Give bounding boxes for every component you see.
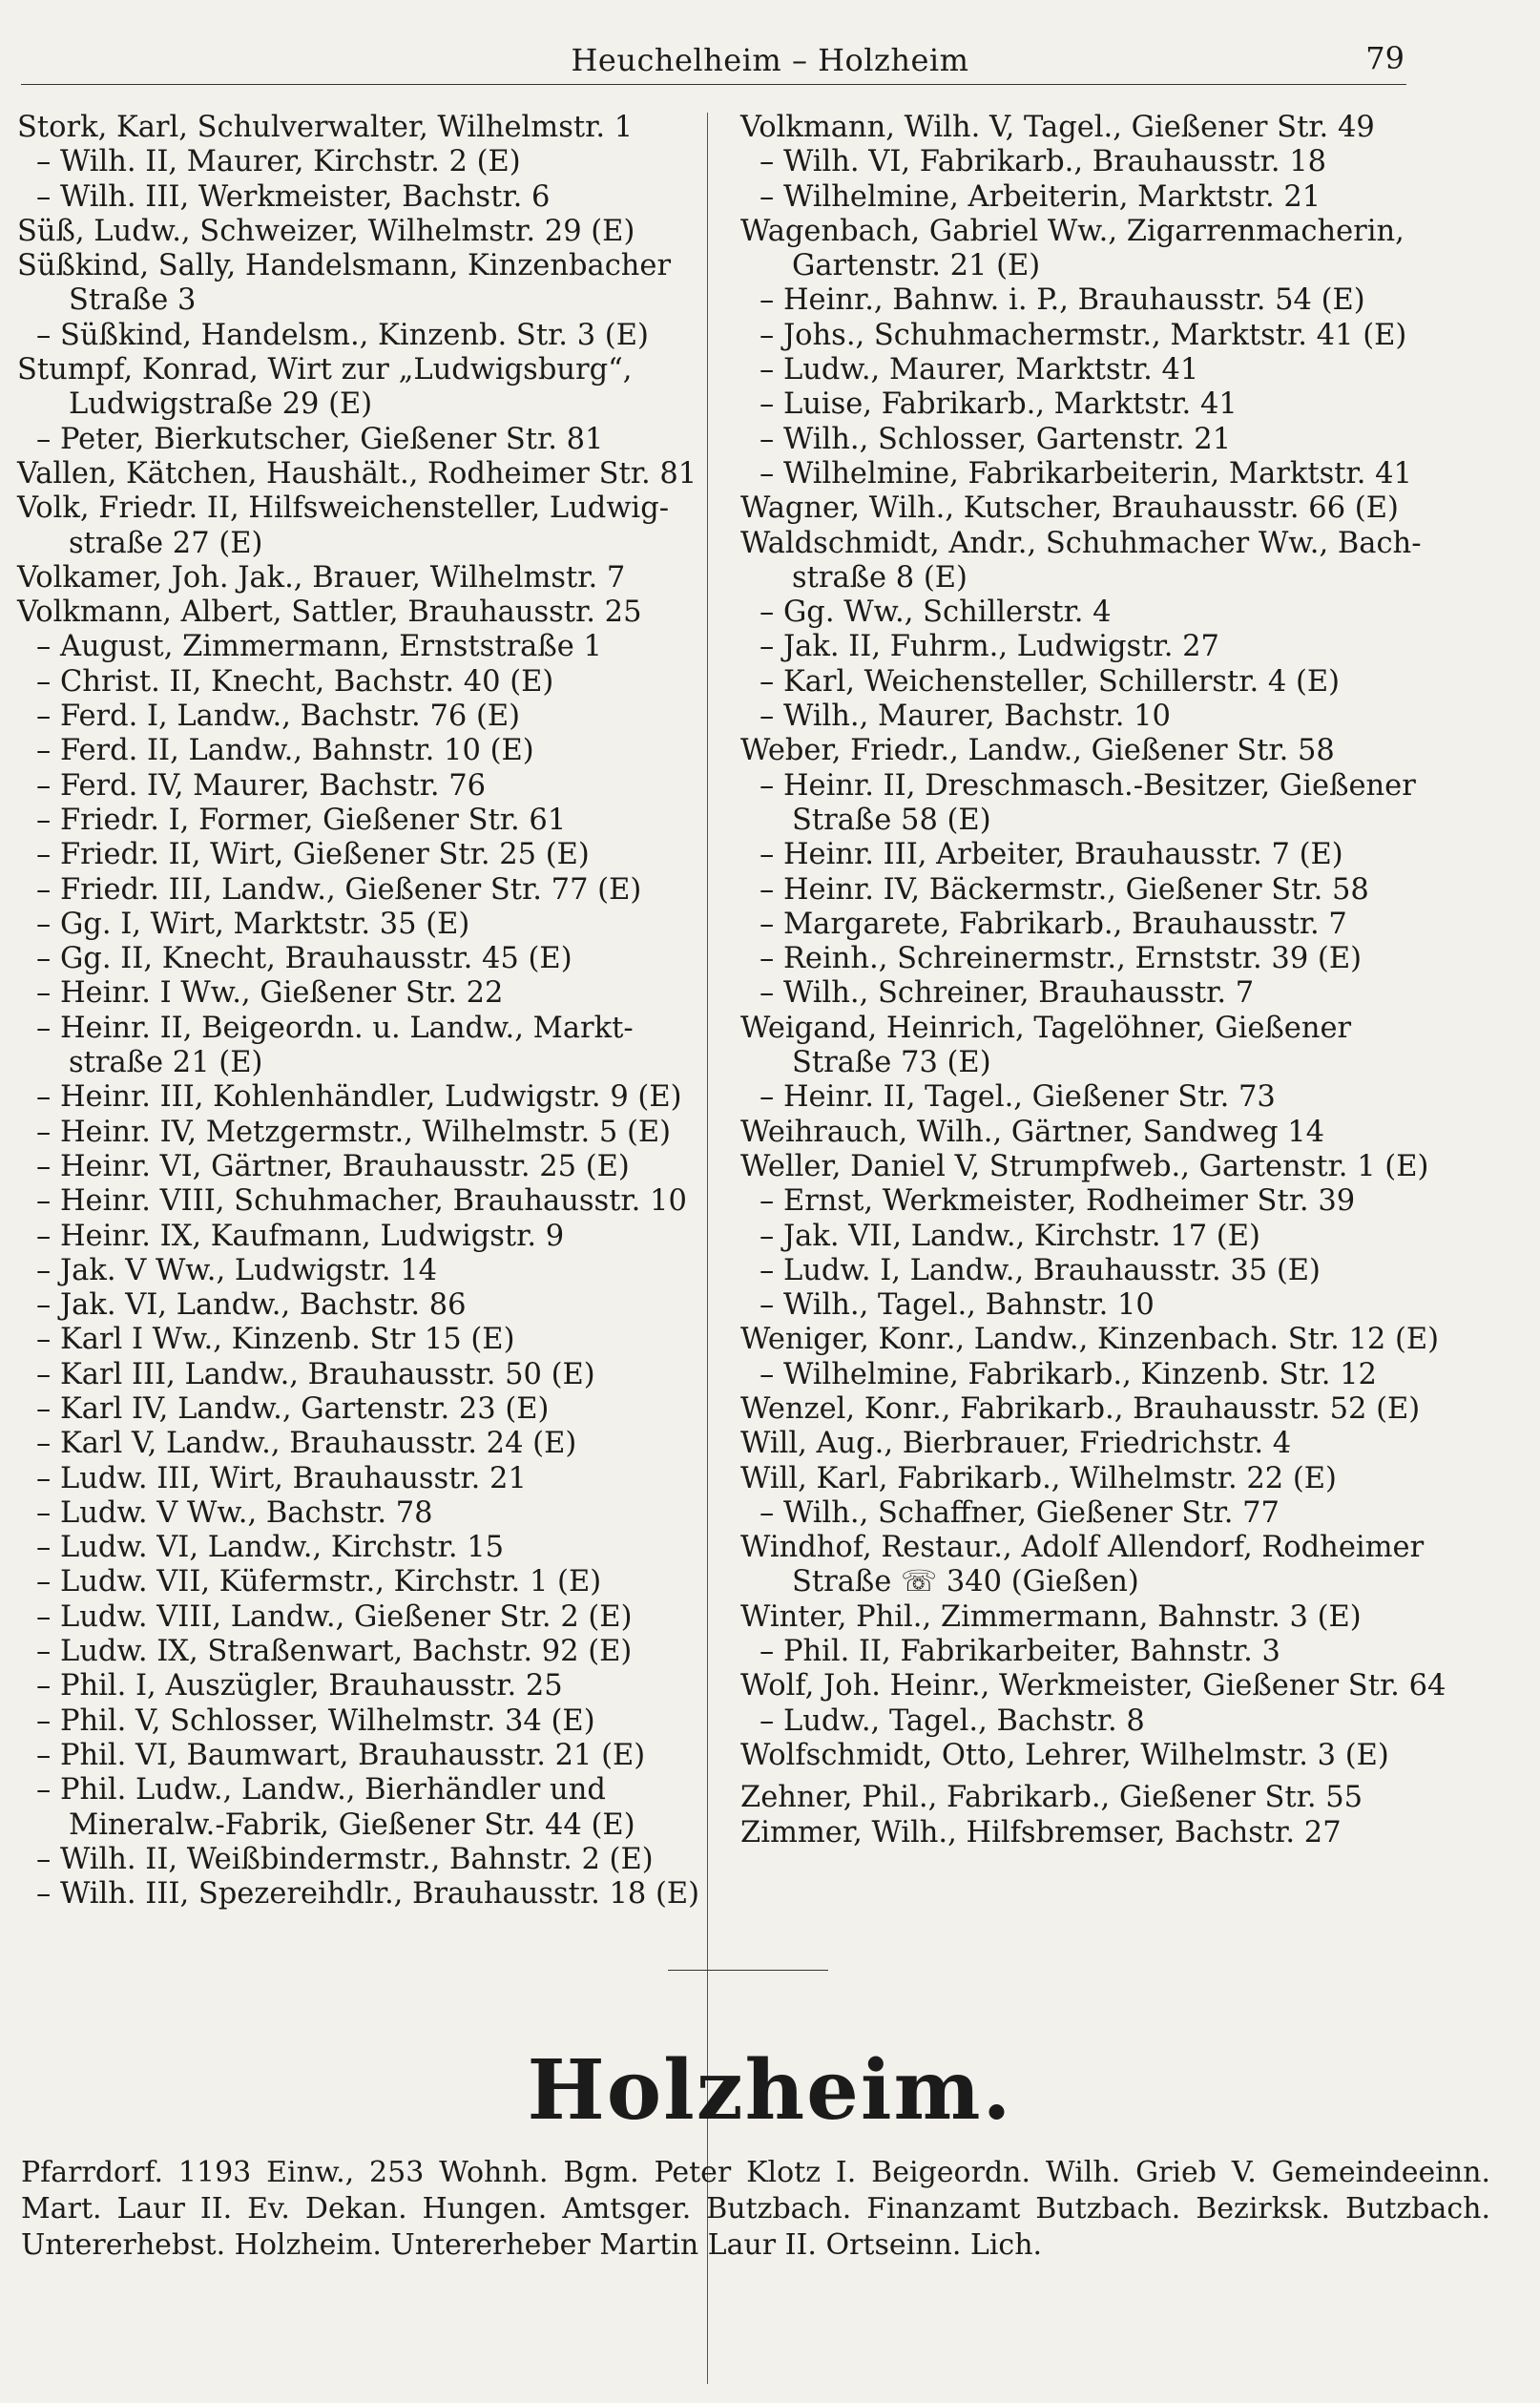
directory-entry-line: – Gg. I, Wirt, Marktstr. 35 (E) xyxy=(36,907,470,941)
header-rule xyxy=(21,84,1406,85)
directory-entry-line: – Heinr. IX, Kaufmann, Ludwigstr. 9 xyxy=(36,1219,565,1253)
directory-entry-line: Weller, Daniel V, Strumpfweb., Gartenstr. 1 (E) xyxy=(740,1149,1429,1183)
directory-entry-line: – Margarete, Fabrikarb., Brauhausstr. 7 xyxy=(760,907,1347,941)
directory-entry-line: – Karl III, Landw., Brauhausstr. 50 (E) xyxy=(36,1357,595,1391)
directory-entry-line: Zehner, Phil., Fabrikarb., Gießener Str. 55 xyxy=(740,1781,1363,1815)
directory-entry-line: – Reinh., Schreinermstr., Ernststr. 39 (E) xyxy=(760,942,1362,976)
directory-entry-line: – Phil. VI, Baumwart, Brauhausstr. 21 (E) xyxy=(36,1738,646,1772)
directory-entry-line: – Wilh. III, Werkmeister, Bachstr. 6 xyxy=(36,179,551,214)
directory-entry-line: – Gg. Ww., Schillerstr. 4 xyxy=(760,596,1112,630)
directory-entry-line: – Friedr. I, Former, Gießener Str. 61 xyxy=(36,803,567,837)
directory-entry-line: – Heinr. IV, Bäckermstr., Gießener Str. 58 xyxy=(760,872,1369,907)
directory-entry-line: – Ludw. VII, Küfermstr., Kirchstr. 1 (E) xyxy=(36,1565,602,1599)
directory-entry-line: Straße 73 (E) xyxy=(792,1046,991,1080)
directory-entry-line: – Jak. VI, Landw., Bachstr. 86 xyxy=(36,1288,467,1323)
directory-entry-line: – Ludw. I, Landw., Brauhausstr. 35 (E) xyxy=(760,1253,1321,1287)
directory-entry-line: – Ferd. I, Landw., Bachstr. 76 (E) xyxy=(36,700,521,734)
directory-column-left xyxy=(17,111,706,1912)
directory-entry-line: – Karl V, Landw., Brauhausstr. 24 (E) xyxy=(36,1427,577,1461)
directory-entry-line: Windhof, Restaur., Adolf Allendorf, Rodheimer xyxy=(740,1531,1425,1565)
directory-entry-line: Weniger, Konr., Landw., Kinzenbach. Str. 12 (E) xyxy=(740,1323,1440,1357)
directory-entry-line: Will, Karl, Fabrikarb., Wilhelmstr. 22 (E) xyxy=(740,1461,1337,1495)
directory-entry-line: – Friedr. III, Landw., Gießener Str. 77 (E) xyxy=(36,872,642,907)
directory-entry-line: – Phil. Ludw., Landw., Bierhändler und xyxy=(36,1773,606,1807)
directory-entry-line: – Christ. II, Knecht, Bachstr. 40 (E) xyxy=(36,664,554,699)
directory-entry-line: straße 27 (E) xyxy=(69,526,263,560)
directory-entry-line: – Jak. VII, Landw., Kirchstr. 17 (E) xyxy=(760,1219,1260,1253)
directory-entry-line: – Ludw., Maurer, Marktstr. 41 xyxy=(760,353,1199,387)
directory-entry-line: – Wilhelmine, Arbeiterin, Marktstr. 21 xyxy=(760,179,1321,214)
directory-entry-line: – Ferd. II, Landw., Bahnstr. 10 (E) xyxy=(36,734,534,768)
directory-entry-line: Süßkind, Sally, Handelsmann, Kinzenbacher xyxy=(17,249,672,283)
directory-entry-line: – Heinr. III, Arbeiter, Brauhausstr. 7 (E) xyxy=(760,838,1343,872)
directory-entry-line: Volkmann, Wilh. V, Tagel., Gießener Str. 49 xyxy=(740,111,1375,144)
directory-entry-line: – Ludw. VI, Landw., Kirchstr. 15 xyxy=(36,1531,505,1565)
section-title: Holzheim. xyxy=(527,2042,1013,2139)
directory-entry-line: Weihrauch, Wilh., Gärtner, Sandweg 14 xyxy=(740,1115,1325,1149)
directory-entry-line: – Jak. V Ww., Ludwigstr. 14 xyxy=(36,1253,438,1287)
directory-entry-line: Vallen, Kätchen, Haushält., Rodheimer Str. 81 xyxy=(17,456,697,491)
directory-entry-line: – Gg. II, Knecht, Brauhausstr. 45 (E) xyxy=(36,942,572,976)
directory-entry-line: – Friedr. II, Wirt, Gießener Str. 25 (E) xyxy=(36,838,590,872)
directory-entry-line: straße 21 (E) xyxy=(69,1046,263,1080)
directory-entry-line: – Phil. II, Fabrikarbeiter, Bahnstr. 3 xyxy=(760,1635,1280,1669)
directory-entry-line: Weber, Friedr., Landw., Gießener Str. 58 xyxy=(740,734,1335,768)
directory-entry-line: – Ludw. IX, Straßenwart, Bachstr. 92 (E) xyxy=(36,1635,633,1669)
directory-entry-line: – Ernst, Werkmeister, Rodheimer Str. 39 xyxy=(760,1184,1356,1219)
directory-entry-line: – Heinr., Bahnw. i. P., Brauhausstr. 54 (E) xyxy=(760,283,1365,318)
directory-entry-line: Ludwigstraße 29 (E) xyxy=(69,387,373,422)
directory-entry-line: – Heinr. VI, Gärtner, Brauhausstr. 25 (E) xyxy=(36,1149,630,1183)
directory-entry-line: Mineralw.-Fabrik, Gießener Str. 44 (E) xyxy=(69,1807,635,1842)
directory-entry-line: – Wilhelmine, Fabrikarbeiterin, Marktstr. 41 xyxy=(760,456,1412,491)
directory-entry-line: – Wilh. III, Spezereihdlr., Brauhausstr. 18 (E) xyxy=(36,1877,700,1912)
directory-entry-line: Wolfschmidt, Otto, Lehrer, Wilhelmstr. 3 (E) xyxy=(740,1738,1389,1772)
running-title: Heuchelheim – Holzheim xyxy=(571,42,969,78)
directory-entry-line: – Ferd. IV, Maurer, Bachstr. 76 xyxy=(36,768,487,803)
directory-entry-line: – Heinr. I Ww., Gießener Str. 22 xyxy=(36,976,504,1011)
directory-entry-line: Straße ☏ 340 (Gießen) xyxy=(792,1565,1139,1599)
directory-entry-line: straße 8 (E) xyxy=(792,560,968,595)
directory-entry-line: – Heinr. II, Dreschmasch.-Besitzer, Gießener xyxy=(760,768,1416,803)
directory-entry-line: – Jak. II, Fuhrm., Ludwigstr. 27 xyxy=(760,630,1219,664)
running-header xyxy=(0,36,1540,86)
section-intro: Pfarrdorf. 1193 Einw., 253 Wohnh. Bgm. Peter Klotz I. Beigeordn. Wilh. Grieb V. Gemeindeeinn. Mart. Laur II. Ev. Dekan. Hungen. Amtsger. Butzbach. Finanzamt Butzbach. Bezirksk. Butzbach. Untererhebst. Holzheim. Untererheber Martin Laur II. Ortseinn. Lich. xyxy=(21,2156,1490,2262)
directory-entry-line: – Karl IV, Landw., Gartenstr. 23 (E) xyxy=(36,1391,550,1426)
directory-entry-line: – Wilhelmine, Fabrikarb., Kinzenb. Str. 12 xyxy=(760,1357,1377,1391)
directory-entry-line: – August, Zimmermann, Ernststraße 1 xyxy=(36,630,602,664)
directory-entry-line: Wenzel, Konr., Fabrikarb., Brauhausstr. 52 (E) xyxy=(740,1391,1421,1426)
directory-entry-line: Waldschmidt, Andr., Schuhmacher Ww., Bach- xyxy=(740,526,1422,560)
directory-entry-line: – Phil. I, Auszügler, Brauhausstr. 25 xyxy=(36,1669,563,1703)
directory-entry-line: – Wilh., Maurer, Bachstr. 10 xyxy=(760,700,1171,734)
directory-entry-line: – Ludw. V Ww., Bachstr. 78 xyxy=(36,1495,433,1530)
directory-entry-line: Volk, Friedr. II, Hilfsweichensteller, Ludwig- xyxy=(17,491,670,526)
page-number: 79 xyxy=(1365,40,1405,76)
directory-entry-line: – Wilh., Tagel., Bahnstr. 10 xyxy=(760,1288,1155,1323)
directory-entry-line: – Ludw. III, Wirt, Brauhausstr. 21 xyxy=(36,1461,527,1495)
directory-entry-line: Winter, Phil., Zimmermann, Bahnstr. 3 (E) xyxy=(740,1599,1362,1634)
directory-entry-line: Straße 58 (E) xyxy=(792,803,991,837)
directory-entry-line: – Luise, Fabrikarb., Marktstr. 41 xyxy=(760,387,1238,422)
directory-entry-line: – Heinr. VIII, Schuhmacher, Brauhausstr. 10 xyxy=(36,1184,687,1219)
directory-entry-line: Volkamer, Joh. Jak., Brauer, Wilhelmstr. 7 xyxy=(17,560,626,595)
directory-entry-line: Gartenstr. 21 (E) xyxy=(792,249,1041,283)
directory-entry-line: Wagenbach, Gabriel Ww., Zigarrenmacherin, xyxy=(740,214,1405,248)
directory-entry-line: Süß, Ludw., Schweizer, Wilhelmstr. 29 (E) xyxy=(17,214,635,248)
directory-entry-line: Straße 3 xyxy=(69,283,197,318)
directory-entry-line: – Johs., Schuhmachermstr., Marktstr. 41 (E) xyxy=(760,318,1407,352)
directory-entry-line: – Wilh., Schlosser, Gartenstr. 21 xyxy=(760,422,1232,456)
directory-entry-line: Wagner, Wilh., Kutscher, Brauhausstr. 66 (E) xyxy=(740,491,1399,526)
directory-entry-line: Weigand, Heinrich, Tagelöhner, Gießener xyxy=(740,1011,1352,1045)
directory-entry-line: – Wilh. II, Weißbindermstr., Bahnstr. 2 (E) xyxy=(36,1842,654,1876)
directory-entry-line: – Wilh. II, Maurer, Kirchstr. 2 (E) xyxy=(36,145,521,179)
directory-entry-line: – Heinr. IV, Metzgermstr., Wilhelmstr. 5 (E) xyxy=(36,1115,672,1149)
directory-entry-line: Wolf, Joh. Heinr., Werkmeister, Gießener Str. 64 xyxy=(740,1669,1446,1703)
directory-entry-line: – Wilh., Schaffner, Gießener Str. 77 xyxy=(760,1495,1280,1530)
directory-column-right xyxy=(740,111,1446,1850)
directory-entry-line: – Karl I Ww., Kinzenb. Str 15 (E) xyxy=(36,1323,515,1357)
section-separator xyxy=(668,1970,828,1971)
directory-entry-line: – Heinr. III, Kohlenhändler, Ludwigstr. 9 (E) xyxy=(36,1080,682,1115)
directory-entry-line: – Karl, Weichensteller, Schillerstr. 4 (E) xyxy=(760,664,1341,699)
directory-entry-line: Volkmann, Albert, Sattler, Brauhausstr. 25 xyxy=(17,596,642,630)
directory-entry-line: Will, Aug., Bierbrauer, Friedrichstr. 4 xyxy=(740,1427,1292,1461)
directory-entry-line: – Heinr. II, Beigeordn. u. Landw., Markt- xyxy=(36,1011,634,1045)
directory-entry-line: – Süßkind, Handelsm., Kinzenb. Str. 3 (E) xyxy=(36,318,649,352)
directory-entry-line: Zimmer, Wilh., Hilfsbremser, Bachstr. 27 xyxy=(740,1815,1342,1849)
directory-entry-line: – Heinr. II, Tagel., Gießener Str. 73 xyxy=(760,1080,1276,1115)
directory-entry-line: Stumpf, Konrad, Wirt zur „Ludwigsburg“, xyxy=(17,353,633,387)
directory-entry-line: – Wilh. VI, Fabrikarb., Brauhausstr. 18 xyxy=(760,145,1327,179)
directory-entry-line: – Phil. V, Schlosser, Wilhelmstr. 34 (E) xyxy=(36,1703,595,1738)
directory-entry-line: – Peter, Bierkutscher, Gießener Str. 81 xyxy=(36,422,604,456)
directory-entry-line: – Wilh., Schreiner, Brauhausstr. 7 xyxy=(760,976,1255,1011)
directory-entry-line: – Ludw., Tagel., Bachstr. 8 xyxy=(760,1703,1145,1738)
directory-entry-line: – Ludw. VIII, Landw., Gießener Str. 2 (E) xyxy=(36,1599,633,1634)
directory-entry-line: Stork, Karl, Schulverwalter, Wilhelmstr. 1 xyxy=(17,111,634,144)
